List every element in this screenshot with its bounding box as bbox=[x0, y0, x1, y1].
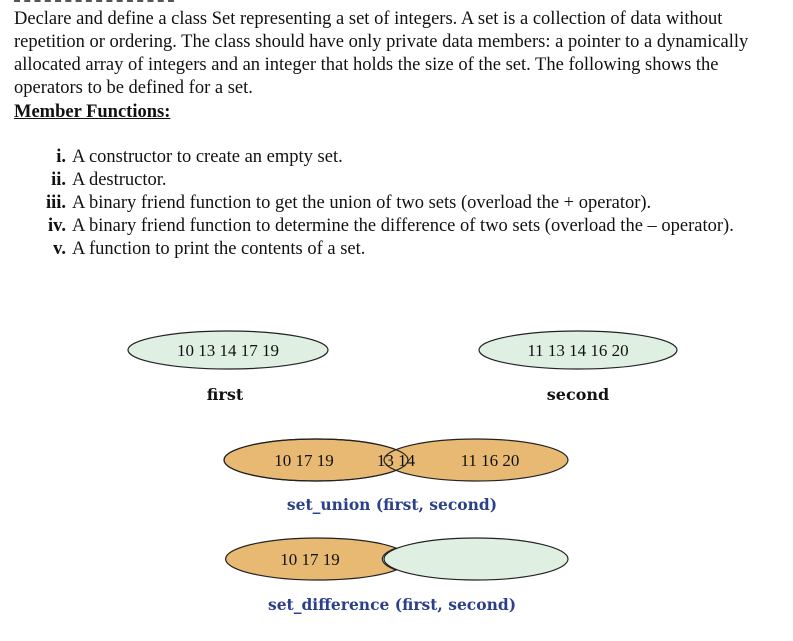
union-label: set_union (first, second) bbox=[286, 495, 498, 514]
list-item-text: A function to print the contents of a set. bbox=[72, 239, 366, 259]
list-item-text: A binary friend function to get the union of two sets (overload the + operator). bbox=[72, 193, 652, 213]
first-set-values: 10 13 14 17 19 bbox=[177, 341, 279, 360]
list-item-number: i. bbox=[56, 147, 66, 167]
first-set-label: first bbox=[206, 385, 244, 404]
difference-values: 10 17 19 bbox=[280, 550, 340, 569]
list-item-text: A binary friend function to determine the difference of two sets (overload the – operator). bbox=[72, 216, 734, 236]
union-common-values: 13 14 bbox=[376, 451, 416, 470]
list-item-number: iii. bbox=[45, 193, 66, 213]
union-right-values: 11 16 20 bbox=[460, 451, 520, 470]
member-functions-heading: Member Functions: bbox=[14, 102, 171, 122]
second-set-label: second bbox=[546, 385, 610, 404]
difference-label: set_difference (first, second) bbox=[267, 595, 517, 614]
list-item-number: v. bbox=[53, 239, 66, 259]
list-item-number: ii. bbox=[51, 170, 66, 190]
list-item-text: A constructor to create an empty set. bbox=[72, 147, 343, 167]
difference-second-ellipse bbox=[384, 538, 568, 580]
union-left-values: 10 17 19 bbox=[274, 451, 334, 470]
second-set-values: 11 13 14 16 20 bbox=[527, 341, 629, 360]
problem-paragraph: Declare and define a class Set representing a set of integers. A set is a collection of data without repetition or ordering. The class should have only private data members: a pointer to a dynamically allocated array of integers and an integer that holds the size of the set. The following shows the operators to be defined for a set. bbox=[14, 9, 749, 98]
list-item-number: iv. bbox=[48, 216, 66, 236]
list-item-text: A destructor. bbox=[72, 170, 167, 190]
